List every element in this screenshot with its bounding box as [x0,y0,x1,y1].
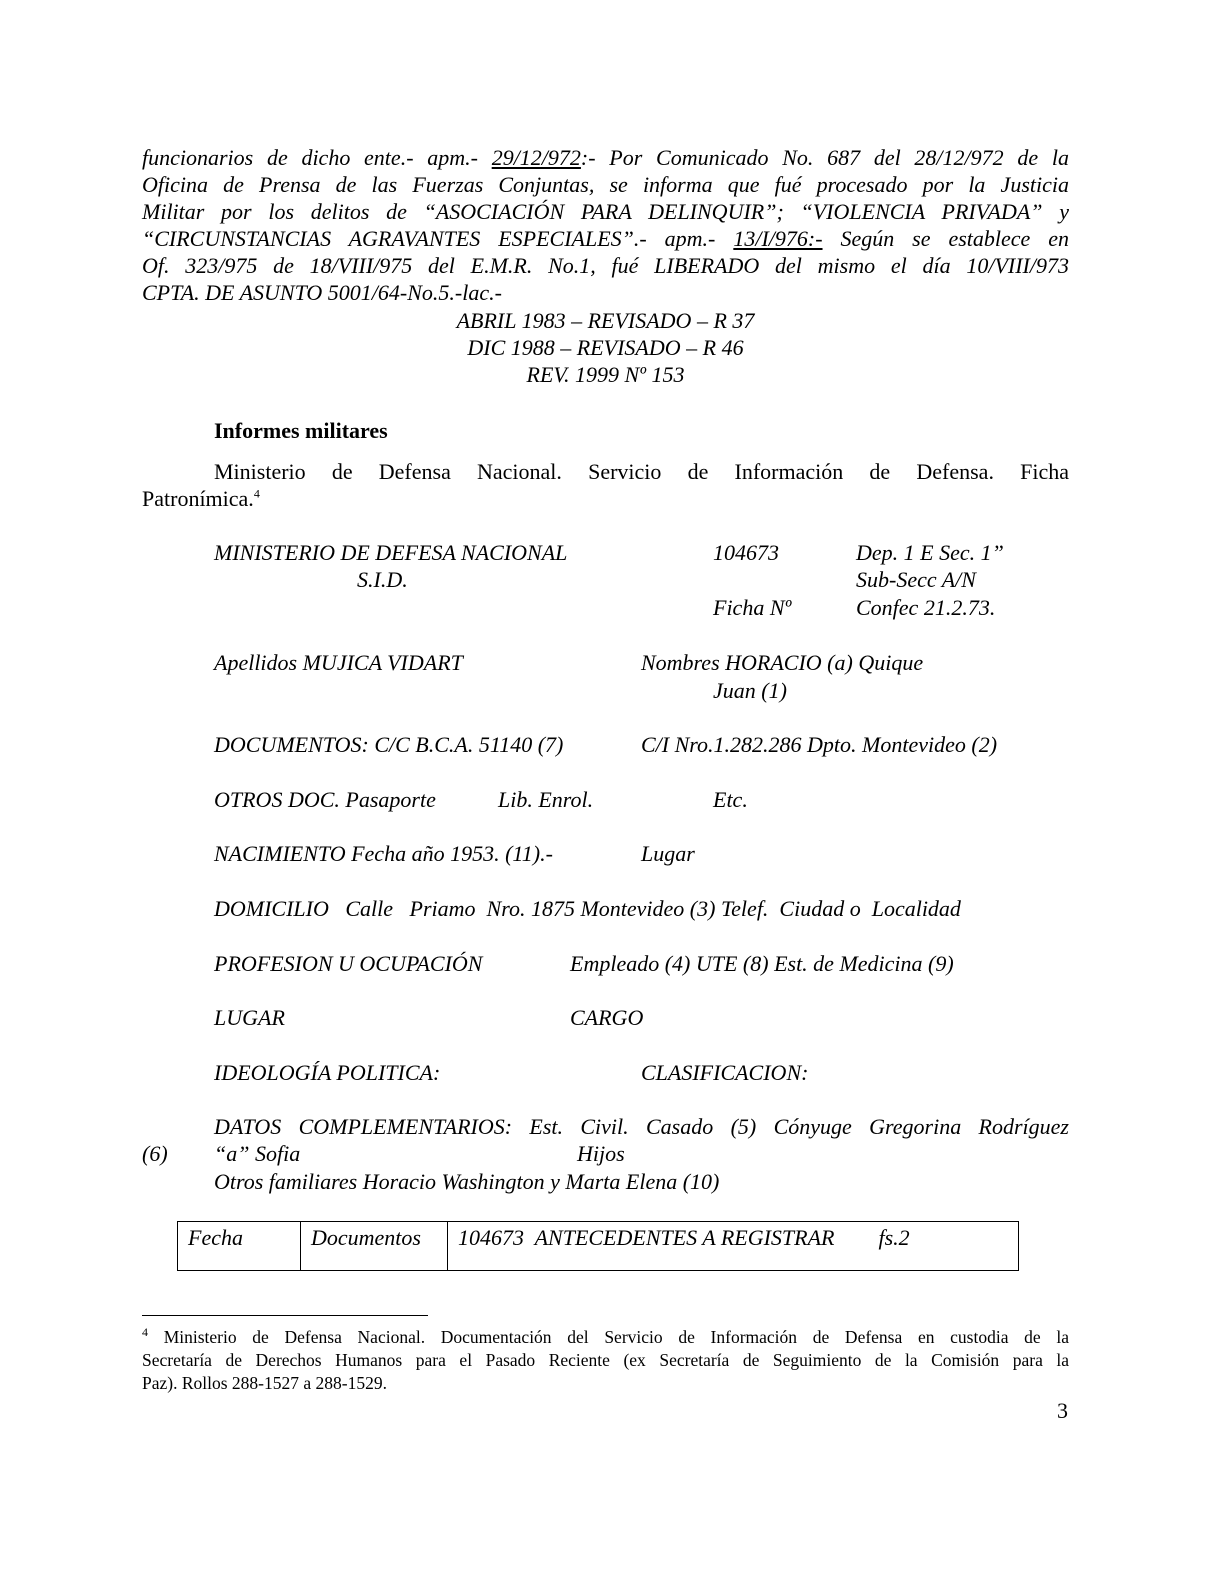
underlined-date: 13/I/976:- [733,226,823,251]
cargo-field: CARGO [570,1005,644,1030]
confec-label: Confec 21.2.73. [856,595,996,620]
intro-line: Patronímica.$^4$ [142,486,260,511]
footnote-line: $^4$ Ministerio de Defensa Nacional. Documentación del Servicio de Información de Defensa en custodia de la [142,1325,1069,1347]
sid-label: S.I.D. [357,567,408,592]
ideologia-field: IDEOLOGÍA POLITICA: [214,1060,441,1085]
paragraph-line: Oficina de Prensa de las Fuerzas Conjuntas, se informa que fué procesado por la Justicia [142,172,1069,197]
footnote-number: 4 [142,1325,148,1340]
footnote-line: Paz). Rollos 288-1527 a 288-1529. [142,1373,387,1393]
register-table [177,1221,1019,1271]
paragraph-line: Of. 323/975 de 18/VIII/975 del E.M.R. No.1, fué LIBERADO del mismo el día 10/VIII/973 [142,253,1069,278]
nombres-extra: Juan (1) [713,678,787,703]
datos-ref: (6) [142,1141,168,1166]
domicilio-field: DOMICILIO Calle Priamo Nro. 1875 Montevideo (3) Telef. Ciudad o Localidad [214,896,961,921]
fecha-header: Fecha [178,1222,301,1271]
otros-familiares: Otros familiares Horacio Washington y Marta Elena (10) [214,1169,720,1194]
profesion-field: PROFESION U OCUPACIÓN [214,951,483,976]
paragraph-line: “CIRCUNSTANCIAS AGRAVANTES ESPECIALES”.- apm.- 13/I/976:- Según se establece en [142,226,1069,251]
subsecc-label: Sub-Secc A/N [856,567,976,592]
nombres-field: Nombres HORACIO (a) Quique [641,650,924,675]
lugar-field: LUGAR [214,1005,285,1030]
profesion-value: Empleado (4) UTE (8) Est. de Medicina (9) [570,951,954,976]
folio-label: fs.2 [878,1225,910,1250]
datos-alias: “a” Sofia [214,1141,301,1166]
datos-complementarios: DATOS COMPLEMENTARIOS: Est. Civil. Casado (5) Cónyuge Gregorina Rodríguez [214,1114,1069,1139]
underlined-date: 29/12/972 [491,145,581,170]
documentos-field: DOCUMENTOS: C/C B.C.A. 51140 (7) [214,732,564,757]
clasificacion-field: CLASIFICACION: [641,1060,809,1085]
table-row [178,1222,1019,1271]
apellidos-field: Apellidos MUJICA VIDART [214,650,463,675]
paragraph-line: CPTA. DE ASUNTO 5001/64-No.5.-lac.- [142,280,502,305]
paragraph-line: Militar por los delitos de “ASOCIACIÓN PARA DELINQUIR”; “VIOLENCIA PRIVADA” y [142,199,1069,224]
ci-field: C/I Nro.1.282.286 Dpto. Montevideo (2) [641,732,998,757]
section-heading: Informes militares [214,418,388,443]
footnote-ref: 4 [253,486,260,501]
hijos-field: Hijos [577,1141,625,1166]
ministry-name: MINISTERIO DE DEFESA NACIONAL [214,540,568,565]
otros-doc-field: OTROS DOC. Pasaporte [214,787,436,812]
ficha-label: Ficha Nº [713,595,792,620]
ficha-number: 104673 [713,540,779,565]
revision-line: REV. 1999 Nº 153 [526,362,685,387]
revision-line: DIC 1988 – REVISADO – R 46 [467,335,744,360]
footnote-rule [142,1315,428,1316]
paragraph-line: funcionarios de dicho ente.- apm.- 29/12/972:- Por Comunicado No. 687 del 28/12/972 de la [142,145,1069,170]
revision-line: ABRIL 1983 – REVISADO – R 37 [456,308,755,333]
nacimiento-field: NACIMIENTO Fecha año 1953. (11).- [214,841,553,866]
etc-field: Etc. [713,787,748,812]
footnote-line: Secretaría de Derechos Humanos para el Pasado Reciente (ex Secretaría de Seguimiento de la Comisión para la [142,1350,1069,1370]
documentos-header: Documentos [301,1222,448,1271]
antecedentes-header: 104673 ANTECEDENTES A REGISTRAR fs.2 [448,1222,1019,1271]
lugar-nacimiento-field: Lugar [641,841,695,866]
lib-enrol-field: Lib. Enrol. [498,787,594,812]
intro-line: Ministerio de Defensa Nacional. Servicio de Información de Defensa. Ficha [214,459,1069,484]
page-number: 3 [1057,1398,1068,1423]
dep-label: Dep. 1 E Sec. 1” [856,540,1004,565]
